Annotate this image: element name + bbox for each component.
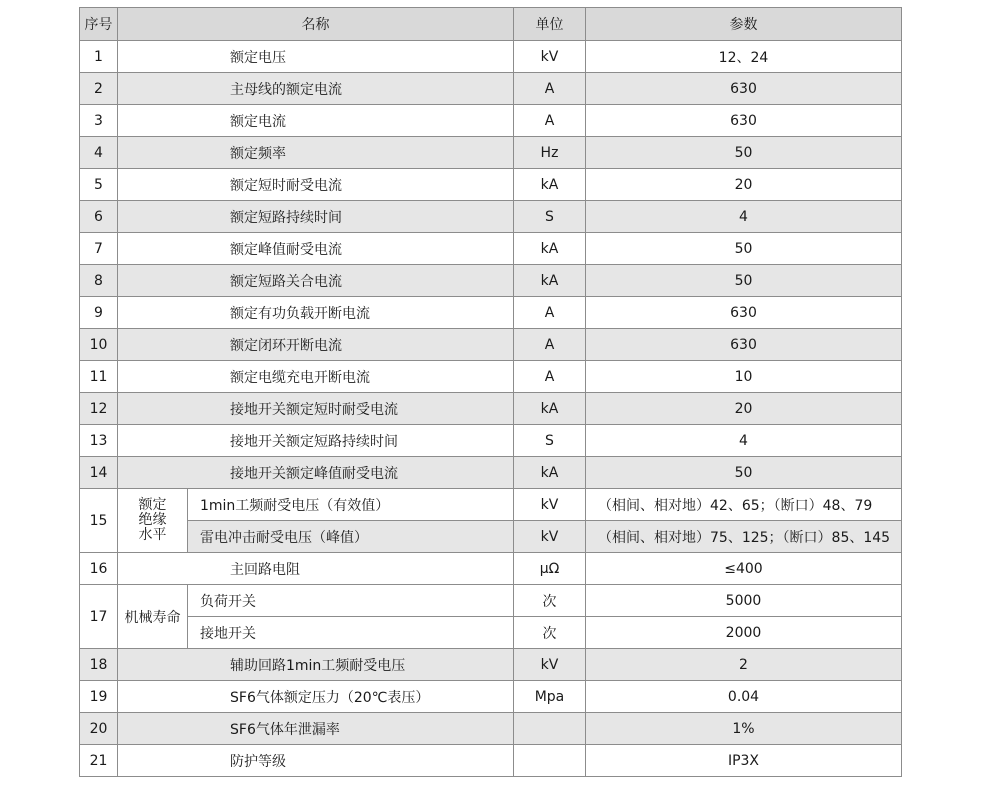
table-row (80, 265, 902, 297)
row-param: 0.04 (586, 681, 902, 713)
row-seq: 4 (80, 137, 118, 169)
row-seq: 18 (80, 649, 118, 681)
spec-table (79, 7, 902, 777)
table-row (80, 713, 902, 745)
row-seq: 16 (80, 553, 118, 585)
row-unit: kA (514, 233, 586, 265)
row-param: 4 (586, 425, 902, 457)
row-name: 接地开关额定短路持续时间 (118, 425, 514, 457)
table-row (80, 137, 902, 169)
row-unit: Hz (514, 137, 586, 169)
row-name: SF6气体额定压力（20℃表压） (118, 681, 514, 713)
header-row (80, 8, 902, 41)
row-name: 主回路电阻 (118, 553, 514, 585)
row-unit: S (514, 425, 586, 457)
row-name: 额定电压 (118, 41, 514, 73)
row-param: 10 (586, 361, 902, 393)
row-name: 额定有功负载开断电流 (118, 297, 514, 329)
row-seq: 11 (80, 361, 118, 393)
row-name: 额定闭环开断电流 (118, 329, 514, 361)
row-name: 额定电缆充电开断电流 (118, 361, 514, 393)
row-param: 12、24 (586, 41, 902, 73)
row-param: （相间、相对地）42、65；（断口）48、79 (586, 489, 902, 521)
row-param: ≤400 (586, 553, 902, 585)
row-param: 4 (586, 201, 902, 233)
table-row (80, 73, 902, 105)
row-name: 负荷开关 (188, 585, 514, 617)
row-seq: 1 (80, 41, 118, 73)
row-name: 额定频率 (118, 137, 514, 169)
row-unit: kV (514, 649, 586, 681)
table-row (80, 457, 902, 489)
row-param: 5000 (586, 585, 902, 617)
group-label-mechanical: 机械寿命 (118, 585, 188, 649)
row-name: 额定电流 (118, 105, 514, 137)
table-row (80, 105, 902, 137)
row-unit: μΩ (514, 553, 586, 585)
table-row (80, 681, 902, 713)
row-unit (514, 745, 586, 777)
row-name: 主母线的额定电流 (118, 73, 514, 105)
row-unit: A (514, 73, 586, 105)
row-name: 接地开关额定短时耐受电流 (118, 393, 514, 425)
row-seq: 5 (80, 169, 118, 201)
row-unit: kV (514, 41, 586, 73)
row-param: 1% (586, 713, 902, 745)
table-row (80, 329, 902, 361)
group-label-line: 绝缘 (138, 512, 167, 528)
row-name: 辅助回路1min工频耐受电压 (118, 649, 514, 681)
row-param: 20 (586, 393, 902, 425)
row-unit: kA (514, 265, 586, 297)
row-param: （相间、相对地）75、125；（断口）85、145 (586, 521, 902, 553)
row-seq: 10 (80, 329, 118, 361)
row-unit: kA (514, 393, 586, 425)
row-seq: 14 (80, 457, 118, 489)
header-param: 参数 (586, 8, 902, 41)
table-row (80, 489, 902, 521)
header-seq: 序号 (80, 8, 118, 41)
row-unit: 次 (514, 585, 586, 617)
row-name: 额定短路持续时间 (118, 201, 514, 233)
row-seq: 19 (80, 681, 118, 713)
group-label-line: 水平 (138, 527, 167, 543)
row-unit: kV (514, 489, 586, 521)
row-unit: 次 (514, 617, 586, 649)
row-unit: kA (514, 169, 586, 201)
table-row (80, 553, 902, 585)
row-param: 50 (586, 457, 902, 489)
table-row (80, 745, 902, 777)
row-param: 20 (586, 169, 902, 201)
row-param: 630 (586, 329, 902, 361)
row-param: 630 (586, 297, 902, 329)
row-seq: 15 (80, 489, 118, 553)
row-name: 额定短路关合电流 (118, 265, 514, 297)
table-row (80, 41, 902, 73)
table-row (80, 361, 902, 393)
row-name: 接地开关额定峰值耐受电流 (118, 457, 514, 489)
row-param: 2 (586, 649, 902, 681)
header-name: 名称 (118, 8, 514, 41)
row-param: IP3X (586, 745, 902, 777)
row-unit: A (514, 297, 586, 329)
row-seq: 17 (80, 585, 118, 649)
row-unit: S (514, 201, 586, 233)
row-unit (514, 713, 586, 745)
table-row (80, 649, 902, 681)
row-param: 630 (586, 73, 902, 105)
row-unit: A (514, 105, 586, 137)
table-row (80, 425, 902, 457)
group-label-line: 额定 (138, 497, 167, 513)
row-name: 防护等级 (118, 745, 514, 777)
row-seq: 21 (80, 745, 118, 777)
row-unit: A (514, 329, 586, 361)
row-param: 50 (586, 137, 902, 169)
row-seq: 7 (80, 233, 118, 265)
table-row (80, 233, 902, 265)
row-param: 50 (586, 233, 902, 265)
table-row (80, 169, 902, 201)
header-unit: 单位 (514, 8, 586, 41)
row-seq: 8 (80, 265, 118, 297)
row-unit: Mpa (514, 681, 586, 713)
row-name: SF6气体年泄漏率 (118, 713, 514, 745)
table-row (80, 585, 902, 617)
row-unit: kA (514, 457, 586, 489)
row-unit: A (514, 361, 586, 393)
row-param: 2000 (586, 617, 902, 649)
row-name: 1min工频耐受电压（有效值） (188, 489, 514, 521)
row-param: 50 (586, 265, 902, 297)
row-name: 接地开关 (188, 617, 514, 649)
row-seq: 12 (80, 393, 118, 425)
row-seq: 6 (80, 201, 118, 233)
row-unit: kV (514, 521, 586, 553)
table-row (80, 617, 902, 649)
row-param: 630 (586, 105, 902, 137)
row-seq: 2 (80, 73, 118, 105)
group-label-insulation (118, 489, 188, 553)
row-seq: 3 (80, 105, 118, 137)
table-row (80, 297, 902, 329)
table-row (80, 521, 902, 553)
row-name: 额定短时耐受电流 (118, 169, 514, 201)
row-seq: 20 (80, 713, 118, 745)
row-name: 雷电冲击耐受电压（峰值） (188, 521, 514, 553)
row-seq: 9 (80, 297, 118, 329)
row-name: 额定峰值耐受电流 (118, 233, 514, 265)
row-seq: 13 (80, 425, 118, 457)
table-row (80, 393, 902, 425)
table-row (80, 201, 902, 233)
